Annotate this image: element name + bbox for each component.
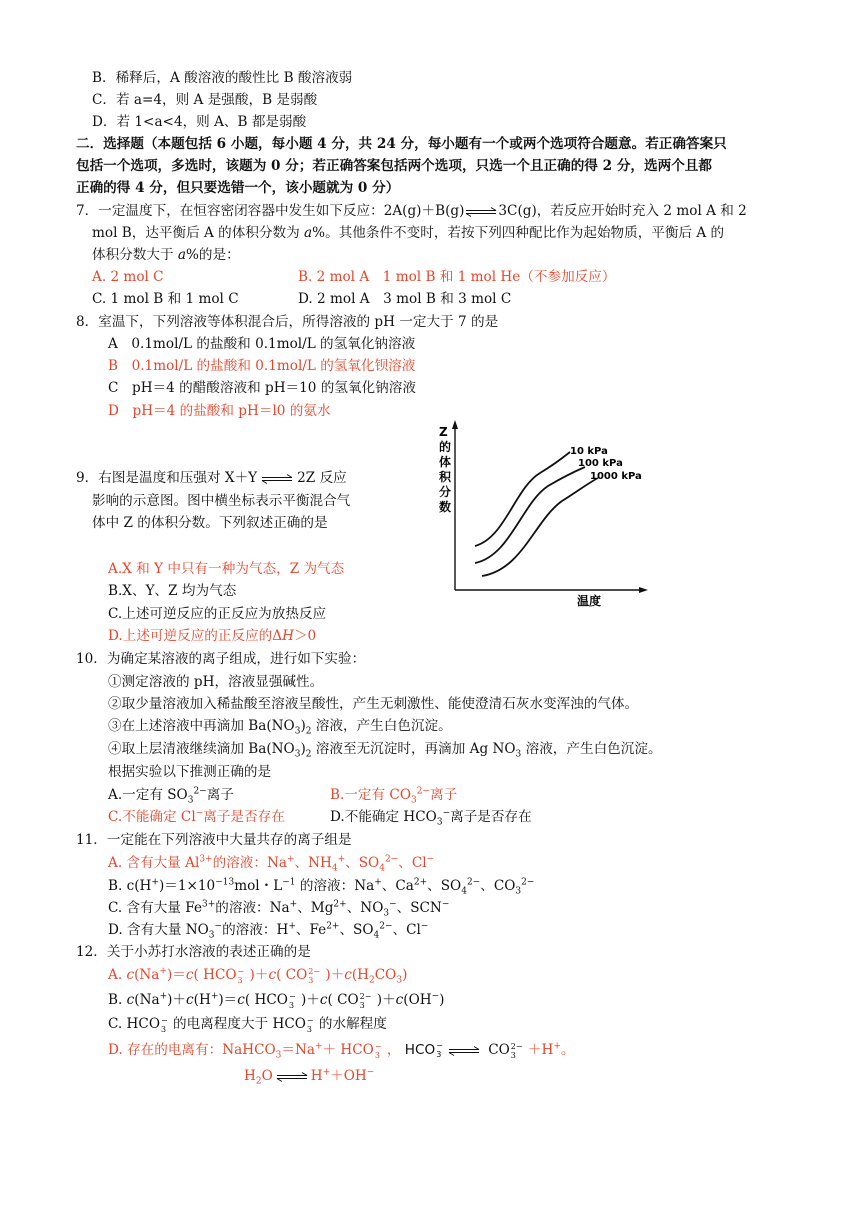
q12-b-2: (Na: [134, 992, 160, 1008]
q11-b-8: +: [374, 877, 382, 888]
q12-b-c5: c: [395, 992, 404, 1008]
q11-option-c: [108, 898, 449, 918]
q11-option-d: [108, 920, 428, 940]
q12-b-s1: +: [159, 991, 168, 1002]
q11-c-5: 、Mg: [297, 900, 334, 916]
q12-a-c3: c: [268, 967, 277, 983]
q10-step2: ②取少量溶液加入稀盐酸至溶液呈酸性，产生无刺激性、能使澄清石灰水变浑浊的气体。: [108, 696, 639, 712]
q12-d-f1b: 3: [374, 1050, 380, 1060]
q6-option-d: D．若 1<a<4，则 A、B 都是弱酸: [92, 114, 307, 130]
q11-a-5: 、NH: [294, 855, 332, 871]
q12-a-10: ): [402, 967, 408, 983]
q12-b-c4: c: [319, 992, 328, 1008]
q11-a-9: 4: [379, 863, 385, 874]
q12-d-5: HCO: [404, 1042, 436, 1058]
q10-option-c: [108, 807, 285, 827]
q12-d-2: ＝Na: [281, 1042, 315, 1058]
q10-step4-b: ): [300, 741, 306, 757]
q11-c-1: C. 含有大量 Fe: [108, 900, 202, 916]
q12-b-c3: c: [237, 992, 245, 1008]
y-axis-label: [439, 425, 452, 514]
q12-b-1: B.: [108, 992, 127, 1008]
q10-c-post: 离子是否存在: [203, 809, 285, 825]
q11-d-6: 、Fe: [295, 922, 327, 938]
q11-b-14: 、CO: [480, 878, 516, 894]
equilibrium-arrow-icon: [464, 207, 498, 217]
q12-e-s3: −: [366, 1067, 375, 1078]
q12-d-6: CO: [483, 1042, 510, 1058]
q11-b-7: 的溶液：Na: [295, 878, 375, 894]
q10-step4-c: 溶液至无沉淀时，再滴加 Ag NO: [311, 741, 516, 757]
q12-b-s3: −: [431, 991, 440, 1002]
q12-d-s1: 3: [275, 1050, 282, 1061]
q12-a-s3: 3: [396, 975, 403, 986]
q11-b-16: 2−: [521, 877, 535, 888]
q12-b-c2: c: [186, 992, 194, 1008]
section2-line1: 二．选择题（本题包括 6 小题，每小题 4 分，共 24 分，每小题有一个或两个选项符合题意。若正确答案只: [76, 136, 727, 152]
q12-b-9: )＋: [372, 992, 396, 1008]
q12-a-8: (H: [351, 967, 370, 983]
q9-option-d-var: H: [282, 628, 294, 644]
q12-a-c4: c: [344, 967, 352, 983]
q10-d-post: 离子是否存在: [450, 809, 532, 825]
q12-d-4: ，: [382, 1042, 401, 1058]
q12-c-f1b: 3: [160, 1024, 167, 1034]
q12-e-s2: +: [322, 1067, 331, 1078]
q12-a-f1t: −: [237, 966, 245, 976]
q12-d-hco3-black: [405, 1042, 444, 1058]
q10-b-sub: 3: [410, 795, 417, 806]
q9-stem-line2: 影响的示意图。图中横坐标表示平衡混合气: [92, 493, 351, 509]
q10-b-post: 离子: [429, 787, 458, 803]
series-label-0: 10 kPa: [570, 446, 608, 457]
q12-a-s1: +: [159, 966, 167, 977]
q11-c-6: 2+: [333, 899, 347, 910]
q11-d-7: 2+: [326, 921, 340, 932]
q12-d-7: ＋H: [523, 1042, 554, 1058]
q12-d-f2b: 3: [436, 1050, 442, 1059]
q10-d-text: D.不能确定 HCO: [330, 809, 437, 825]
q7-stem-text-b: 3C(g)，若反应开始时充入 2 mol A 和 2: [498, 203, 747, 219]
q6-option-b: B．稀释后，A 酸溶液的酸性比 B 酸溶液弱: [92, 70, 353, 86]
q11-b-5: mol・L: [234, 878, 283, 894]
q10-d-sup: −: [442, 808, 451, 819]
q10-d-sub: 3: [436, 817, 443, 828]
q10-prompt: 根据实验以下推测正确的是: [108, 764, 272, 780]
q11-d-5: +: [288, 921, 296, 932]
q10-stem: 10．为确定某溶液的离子组成，进行如下实验：: [76, 651, 366, 667]
q7-stem3-text-a: 体积分数大于: [92, 247, 178, 263]
q11-option-b: [108, 876, 534, 896]
q11-b-2: +: [151, 877, 159, 888]
q12-a-6: ( CO: [276, 967, 308, 983]
q12-c-f1t: −: [160, 1015, 168, 1025]
q9-option-a: A.X 和 Y 中只有一种为气态，Z 为气态: [108, 561, 345, 577]
q12-stem: 12．关于小苏打水溶液的表述正确的是: [76, 944, 311, 960]
q7-stem-line1: [76, 201, 747, 221]
q12-b-10: (OH: [403, 992, 432, 1008]
y-axis-label-char: 数: [439, 500, 452, 514]
q11-a-7: +: [337, 854, 346, 865]
equilibrium-arrow-icon: [444, 1046, 484, 1056]
q10-step4-sub2: 2: [305, 749, 312, 760]
q10-a-post: 离子: [206, 787, 234, 803]
q11-c-3: 的溶液：Na: [215, 900, 290, 916]
q12-b-frac1: [289, 992, 296, 1010]
q12-d-8: 。: [560, 1042, 575, 1058]
q11-a-8: 、SO: [345, 855, 380, 871]
q11-b-9: 、Ca: [381, 878, 414, 894]
q7-stem2-text-a: mol B，达平衡后 A 的体积分数为: [92, 225, 305, 241]
y-axis-label-char: 体: [439, 455, 452, 469]
q8-stem: 8．室温下，下列溶液等体积混合后，所得溶液的 pH 一定大于 7 的是: [76, 314, 499, 330]
q10-c-sup: −: [195, 808, 204, 819]
q11-d-12: −: [420, 921, 429, 932]
q11-c-11: −: [441, 899, 450, 910]
q12-a-3: )＝: [166, 967, 186, 983]
q12-c-frac2: [307, 1016, 314, 1034]
q10-step3-b: ): [300, 718, 306, 734]
q12-a-s2: 2: [369, 975, 375, 986]
q12-b-s2: +: [210, 991, 219, 1002]
q10-option-a: [108, 785, 234, 805]
q9-option-c: C.上述可逆反应的正反应为放热反应: [108, 606, 327, 622]
q7-stem-line2: [92, 223, 724, 243]
q12-a-frac2: [308, 967, 320, 985]
q11-b-6: −1: [282, 877, 296, 888]
section2-line3: 正确的得 4 分，但只要选错一个，该小题就为 0 分）: [76, 180, 400, 196]
q10-step3-sub2: 2: [305, 726, 312, 737]
q12-d-frac1: [375, 1042, 382, 1060]
q7-stem-line3: [92, 245, 240, 265]
q11-d-8: 、SO: [339, 922, 374, 938]
y-axis-label-char: Z: [439, 425, 448, 439]
q12-b-3: )＋: [167, 992, 187, 1008]
q10-step3-sub: 3: [294, 726, 301, 737]
q11-a-1: A. 含有大量 Al: [108, 855, 200, 871]
q10-step4-sub: 3: [294, 749, 301, 760]
q9-option-d: [108, 626, 316, 646]
y-axis-label-char: 积: [439, 470, 452, 484]
q10-step3: [108, 716, 452, 736]
q12-c-f2b: 3: [306, 1024, 312, 1034]
q12-b-frac2: [360, 992, 372, 1010]
q12-d-f3t: 2−: [510, 1041, 523, 1051]
q10-step4-sub3: 3: [515, 749, 522, 760]
q9-stem-text-a: 9．右图是温度和压强对 X＋Y: [76, 470, 258, 486]
q11-a-12: −: [426, 854, 435, 865]
q8-option-d: D pH＝4 的盐酸和 pH＝l0 的氨水: [108, 403, 331, 419]
q12-e-2: O: [261, 1068, 273, 1084]
x-axis-arrow-icon: [639, 587, 648, 593]
q7-option-c: C. 1 mol B 和 1 mol C: [92, 291, 239, 307]
q12-e-4: ＋OH: [330, 1068, 367, 1084]
q12-a-f2t: 2−: [308, 966, 321, 976]
q11-a-4: +: [286, 854, 295, 865]
q9-stem-line3: 体中 Z 的体积分数。下列叙述正确的是: [92, 515, 328, 531]
q11-c-2: 3+: [202, 899, 216, 910]
q7-stem3-text-b: %的是：: [186, 247, 240, 263]
q12-a-7: )＋: [321, 967, 345, 983]
q11-b-13: 2−: [466, 877, 481, 888]
q12-a-c1: c: [126, 967, 135, 983]
q11-c-8: 3: [383, 908, 390, 919]
q10-b-sup: 2−: [416, 786, 430, 797]
q12-a-2: (Na: [134, 967, 160, 983]
q11-d-9: 4: [373, 930, 380, 941]
q12-option-b: [108, 990, 444, 1010]
q7-option-d: D. 2 mol A 3 mol B 和 3 mol C: [298, 291, 512, 307]
q12-c-frac1: [161, 1016, 168, 1034]
q12-a-c2: c: [185, 967, 194, 983]
q12-a-1: A.: [108, 967, 127, 983]
q12-b-8: ( CO: [327, 992, 359, 1008]
q11-b-15: 3: [515, 886, 522, 897]
q12-b-11: ): [439, 992, 445, 1008]
q12-option-d: [108, 1040, 575, 1060]
q11-a-11: 、Cl: [398, 855, 427, 871]
q11-b-4: −13: [215, 877, 235, 888]
q11-b-11: 、SO: [427, 878, 462, 894]
q12-e-1: H: [244, 1068, 256, 1084]
q11-c-10: 、SCN: [396, 900, 442, 916]
q7-stem3-var: a: [177, 247, 186, 263]
q12-e-3: H: [310, 1068, 323, 1084]
q12-c-f2t: −: [306, 1015, 314, 1025]
q11-a-10: 2−: [384, 854, 399, 865]
q12-c-3: 的水解程度: [314, 1016, 387, 1032]
q12-d-s2: +: [314, 1041, 323, 1052]
q12-d-s3: +: [553, 1041, 561, 1052]
q9-stem-line1: [76, 468, 347, 488]
q7-stem2-text-b: %。其他条件不变时，若按下列四种配比作为起始物质，平衡后 A 的: [312, 225, 725, 241]
q10-option-d: [330, 807, 532, 827]
q10-b-text: B.一定有 CO: [330, 787, 411, 803]
q12-option-a: [108, 965, 407, 985]
q12-c-2: 的电离程度大于 HCO: [168, 1016, 306, 1032]
q12-d-frac2: [436, 1041, 443, 1059]
q12-a-9: CO: [374, 967, 397, 983]
series-line-0: [475, 452, 570, 546]
q12-a-f2b: 3: [308, 975, 314, 985]
q12-a-4: ( HCO: [193, 967, 237, 983]
q8-option-c: C pH＝4 的醋酸溶液和 pH＝10 的氢氧化钠溶液: [108, 380, 416, 396]
q12-d-1: D. 存在的电离有：NaHCO: [108, 1042, 276, 1058]
q10-step4-d: 溶液，产生白色沉淀。: [521, 741, 662, 757]
q12-e-s1: 2: [255, 1076, 262, 1087]
q11-d-3: −: [214, 921, 223, 932]
q12-d-f3b: 3: [510, 1050, 516, 1060]
q10-step3-a: ③在上述溶液中再滴加 Ba(NO: [108, 718, 295, 734]
section2-line2: 包括一个选项，多选时，该题为 0 分；若正确答案包括两个选项，只选一个且正确的得 2 分，选两个且都: [76, 158, 712, 174]
q12-option-c: [108, 1014, 387, 1034]
q11-stem: 11．一定能在下列溶液中大量共存的离子组是: [76, 832, 352, 848]
q11-c-9: −: [389, 899, 397, 910]
equilibrium-arrow-icon: [273, 1072, 311, 1082]
q12-b-f1t: −: [288, 991, 296, 1001]
q11-a-6: 4: [331, 863, 338, 874]
q10-step4: [108, 739, 662, 759]
q10-option-b: [330, 785, 457, 805]
q11-d-10: 2−: [379, 921, 393, 932]
q11-d-2: 3: [208, 930, 215, 941]
q10-step4-a: ④取上层清液继续滴加 Ba(NO: [108, 741, 295, 757]
q11-d-11: 、Cl: [392, 922, 421, 938]
q6-option-c: C．若 a=4，则 A 是强酸，B 是弱酸: [92, 92, 318, 108]
y-axis-label-char: 分: [439, 485, 452, 499]
q12-c-1: C. HCO: [108, 1016, 160, 1032]
q10-a-sub: 3: [187, 795, 194, 806]
q7-option-a: A. 2 mol C: [92, 269, 164, 285]
q9-option-b: B.X、Y、Z 均为气态: [108, 583, 237, 599]
q12-b-f2b: 3: [359, 1000, 365, 1010]
q7-stem-text-a: 7．一定温度下，在恒容密闭容器中发生如下反应：2A(g)＋B(g): [76, 203, 465, 219]
q7-stem2-var: a: [304, 225, 313, 241]
y-axis-label-char: 的: [439, 440, 452, 454]
q10-step3-c: 溶液，产生白色沉淀。: [311, 718, 452, 734]
q12-d-f2t: −: [436, 1041, 443, 1050]
equilibrium-arrow-icon: [257, 474, 297, 484]
q11-b-1: B. c(H: [108, 878, 152, 894]
chart-series: [475, 446, 642, 576]
q11-d-4: 的溶液：H: [222, 922, 289, 938]
q12-option-d-line2: [244, 1066, 374, 1086]
q9-stem-text-b: 2Z 反应: [297, 470, 347, 486]
q12-b-7: )＋: [296, 992, 320, 1008]
series-label-1: 100 kPa: [578, 458, 623, 469]
q12-d-frac3: [511, 1042, 523, 1060]
q12-b-6: ( HCO: [244, 992, 288, 1008]
q11-b-3: )＝1×10: [158, 878, 216, 894]
q12-b-5: )＝: [218, 992, 238, 1008]
q10-step1: ①测定溶液的 pH，溶液显强碱性。: [108, 674, 324, 690]
q11-b-10: 2+: [413, 877, 428, 888]
q10-a-text: A.一定有 SO: [108, 787, 188, 803]
q11-c-4: +: [289, 899, 298, 910]
q11-a-3: 的溶液：Na: [212, 855, 287, 871]
q8-option-b: B 0.1mol/L 的盐酸和 0.1mol/L 的氢氧化钡溶液: [108, 358, 416, 374]
z-volume-fraction-chart: [430, 418, 650, 608]
q8-option-a: A 0.1mol/L 的盐酸和 0.1mol/L 的氢氧化钠溶液: [108, 336, 416, 352]
series-label-2: 1000 kPa: [590, 471, 642, 482]
q9-option-d-text-a: D.上述可逆反应的正反应的Δ: [108, 628, 283, 644]
q10-a-sup: 2−: [193, 786, 207, 797]
q12-b-c1: c: [126, 992, 135, 1008]
q7-option-b: B. 2 mol A 1 mol B 和 1 mol He（不参加反应）: [298, 269, 616, 285]
q12-a-frac1: [238, 967, 245, 985]
q12-b-f1b: 3: [288, 1000, 295, 1010]
q11-d-1: D. 含有大量 NO: [108, 922, 209, 938]
q12-b-4: (H: [193, 992, 211, 1008]
x-axis-label: 温度: [577, 594, 602, 608]
q12-d-f1t: −: [374, 1041, 382, 1051]
q12-a-5: )＋: [245, 967, 269, 983]
q12-d-3: ＋ HCO: [322, 1042, 374, 1058]
chart-axes: [452, 420, 648, 593]
q12-a-f1b: 3: [237, 975, 243, 985]
q10-c-text: C.不能确定 Cl: [108, 809, 196, 825]
q9-option-d-text-b: ＞0: [293, 628, 317, 644]
q11-option-a: [108, 853, 434, 873]
q12-b-f2t: 2−: [359, 991, 372, 1001]
y-axis-arrow-icon: [452, 420, 458, 429]
q11-b-12: 4: [461, 886, 467, 897]
q11-a-2: 3+: [199, 854, 213, 865]
q11-c-7: 、NO: [346, 900, 384, 916]
